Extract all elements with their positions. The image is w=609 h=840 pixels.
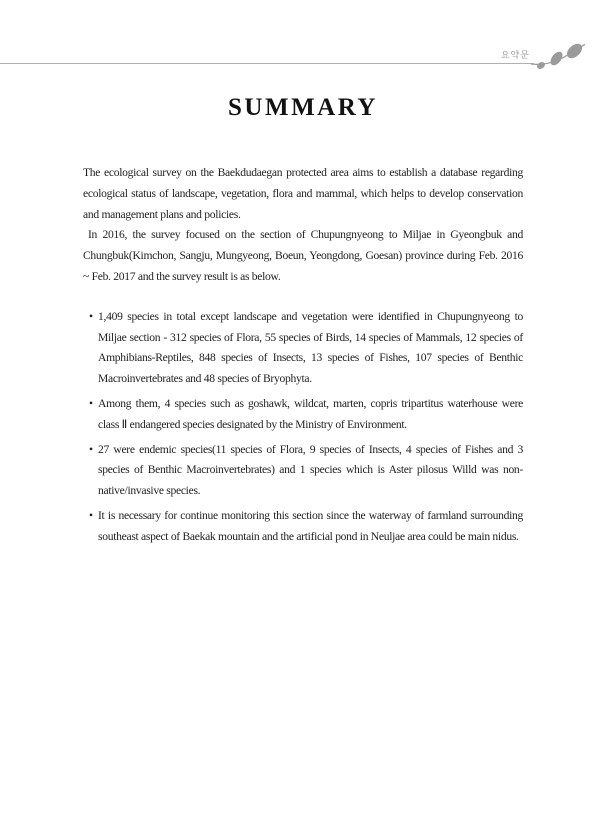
paragraph-survey-scope: In 2016, the survey focused on the section of Chupungnyeong to Miljae in Gyeongbuk and Chungbuk(Kimchon, Sangju, Mungyeong, Boeun, Yeongdong, Goesan) province during Feb. 2016 ~ Feb. 2017 and the survey result is as below.	[83, 228, 523, 283]
bullet-text: 1,409 species in total except landscape and vegetation were identified in Chupungnyeong to Miljae section - 312 species of Flora, 55 species of Birds, 14 species of Mammals, 12 species of Amphibians-Reptiles, 848 species of Insects, 13 species of Fishes, 107 species of Benthic Macroinvertebrates and 48 species of Bryophyta.	[98, 309, 523, 386]
bullet-text: 27 were endemic species(11 species of Flora, 9 species of Insects, 4 species of Fishes and 3 species of Benthic Macroinvertebrates) and 1 species which is Aster pilosus Willd was non-native/invasive species.	[98, 442, 523, 498]
bullet-text: Among them, 4 species such as goshawk, wildcat, marten, copris tripartitus waterhouse were class Ⅱ endangered species designated by the Ministry of Environment.	[98, 396, 523, 431]
bullet-text: It is necessary for continue monitoring this section since the waterway of farmland surrounding southeast aspect of Baekak mountain and the artificial pond in Neuljae area could be main nidus.	[98, 508, 523, 543]
bullet-item-endemic-species	[83, 440, 523, 502]
page-title: SUMMARY	[228, 94, 378, 121]
bullet-item-monitoring	[83, 506, 523, 548]
bullet-marker: •	[89, 442, 94, 456]
bullet-marker: •	[89, 396, 94, 410]
header-section-label: 요약문	[500, 51, 530, 61]
paragraph-survey-aim: The ecological survey on the Baekdudaegan protected area aims to establish a database regarding ecological status of landscape, vegetation, flora and mammal, which helps to develop conservation and management plans and policies.	[83, 166, 523, 221]
bullet-marker: •	[89, 309, 94, 323]
bullet-item-endangered-species	[83, 394, 523, 436]
bullet-item-species-count	[83, 307, 523, 390]
leaf-sprig-icon	[530, 42, 588, 76]
intro-paragraphs	[83, 163, 523, 288]
content-column	[83, 0, 523, 552]
bullet-marker: •	[89, 508, 94, 522]
summary-bullet-list	[83, 307, 523, 548]
